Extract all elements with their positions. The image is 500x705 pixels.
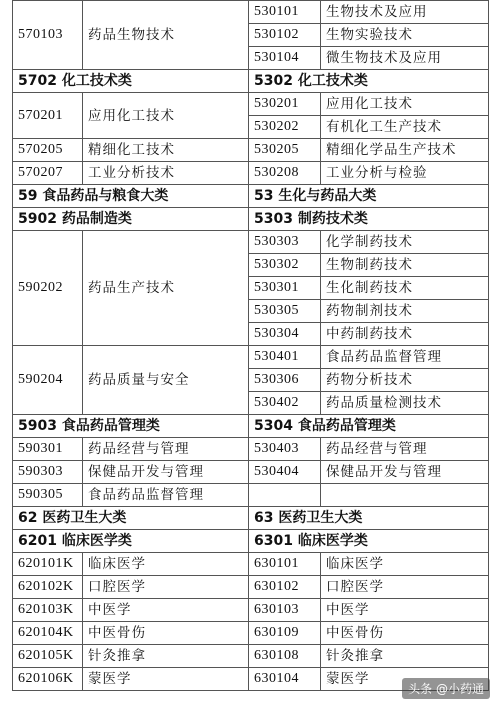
new-major-name: 药品生物技术	[83, 1, 249, 70]
old-major-code: 530208	[249, 162, 321, 185]
old-major-code: 530404	[249, 461, 321, 484]
old-major-code: 530202	[249, 116, 321, 139]
table-row	[13, 139, 489, 162]
old-major-code: 530102	[249, 24, 321, 47]
old-category-header: 53 生化与药品大类	[249, 185, 489, 208]
new-major-code: 570103	[13, 1, 83, 70]
old-major-code	[249, 484, 321, 507]
table-row	[13, 93, 489, 116]
major-comparison-table	[12, 0, 489, 691]
category-header-row	[13, 208, 489, 231]
old-major-code: 530305	[249, 300, 321, 323]
new-major-code: 590305	[13, 484, 83, 507]
old-major-code: 530306	[249, 369, 321, 392]
old-major-name	[321, 484, 489, 507]
old-category-header: 6301 临床医学类	[249, 530, 489, 553]
old-major-name: 中药制药技术	[321, 323, 489, 346]
table-row	[13, 622, 489, 645]
table-row	[13, 576, 489, 599]
table-row	[13, 231, 489, 254]
old-major-code: 530402	[249, 392, 321, 415]
old-major-name: 化学制药技术	[321, 231, 489, 254]
old-major-code: 630103	[249, 599, 321, 622]
new-major-name: 食品药品监督管理	[83, 484, 249, 507]
new-major-code: 570207	[13, 162, 83, 185]
table-row	[13, 645, 489, 668]
old-major-name: 针灸推拿	[321, 645, 489, 668]
category-header-row	[13, 70, 489, 93]
new-major-code: 620101K	[13, 553, 83, 576]
new-major-name: 工业分析技术	[83, 162, 249, 185]
old-category-header: 5302 化工技术类	[249, 70, 489, 93]
old-major-name: 生物制药技术	[321, 254, 489, 277]
new-major-name: 中医骨伤	[83, 622, 249, 645]
new-major-name: 应用化工技术	[83, 93, 249, 139]
new-major-name: 药品质量与安全	[83, 346, 249, 415]
table-row	[13, 599, 489, 622]
old-major-code: 530205	[249, 139, 321, 162]
new-major-code: 570205	[13, 139, 83, 162]
old-major-name: 蒙医学	[321, 668, 489, 691]
old-major-code: 630101	[249, 553, 321, 576]
new-major-code: 620102K	[13, 576, 83, 599]
old-major-name: 中医骨伤	[321, 622, 489, 645]
old-major-name: 生物实验技术	[321, 24, 489, 47]
old-major-name: 生化制药技术	[321, 277, 489, 300]
new-major-code: 620104K	[13, 622, 83, 645]
new-major-code: 590202	[13, 231, 83, 346]
old-major-name: 药品经营与管理	[321, 438, 489, 461]
table-row	[13, 484, 489, 507]
new-major-name: 蒙医学	[83, 668, 249, 691]
table-row	[13, 162, 489, 185]
old-major-code: 530304	[249, 323, 321, 346]
table-row	[13, 346, 489, 369]
old-major-name: 药品质量检测技术	[321, 392, 489, 415]
old-major-name: 生物技术及应用	[321, 1, 489, 24]
category-header-row	[13, 415, 489, 438]
category-header-row	[13, 507, 489, 530]
new-major-code: 620103K	[13, 599, 83, 622]
old-major-name: 微生物技术及应用	[321, 47, 489, 70]
category-header-row	[13, 185, 489, 208]
new-major-code: 570201	[13, 93, 83, 139]
old-major-code: 530104	[249, 47, 321, 70]
new-major-code: 620105K	[13, 645, 83, 668]
new-major-name: 临床医学	[83, 553, 249, 576]
new-category-header: 59 食品药品与粮食大类	[13, 185, 249, 208]
new-category-header: 5903 食品药品管理类	[13, 415, 249, 438]
old-major-name: 口腔医学	[321, 576, 489, 599]
new-category-header: 5702 化工技术类	[13, 70, 249, 93]
old-major-code: 530303	[249, 231, 321, 254]
table-row	[13, 1, 489, 24]
old-category-header: 5303 制药技术类	[249, 208, 489, 231]
old-category-header: 5304 食品药品管理类	[249, 415, 489, 438]
new-major-name: 药品生产技术	[83, 231, 249, 346]
old-major-name: 应用化工技术	[321, 93, 489, 116]
old-major-code: 530201	[249, 93, 321, 116]
old-major-name: 中医学	[321, 599, 489, 622]
old-major-code: 530101	[249, 1, 321, 24]
old-major-name: 精细化学品生产技术	[321, 139, 489, 162]
old-major-name: 食品药品监督管理	[321, 346, 489, 369]
old-major-code: 530403	[249, 438, 321, 461]
table-row	[13, 438, 489, 461]
new-major-code: 590301	[13, 438, 83, 461]
old-major-name: 药物分析技术	[321, 369, 489, 392]
new-category-header: 5902 药品制造类	[13, 208, 249, 231]
old-major-code: 530401	[249, 346, 321, 369]
old-major-code: 630109	[249, 622, 321, 645]
old-major-code: 630104	[249, 668, 321, 691]
old-major-code: 630108	[249, 645, 321, 668]
category-header-row	[13, 530, 489, 553]
old-major-code: 530302	[249, 254, 321, 277]
new-major-name: 针灸推拿	[83, 645, 249, 668]
watermark: 头条 @小药通	[402, 678, 490, 699]
old-category-header: 63 医药卫生大类	[249, 507, 489, 530]
new-major-code: 590204	[13, 346, 83, 415]
new-major-name: 保健品开发与管理	[83, 461, 249, 484]
old-major-name: 工业分析与检验	[321, 162, 489, 185]
new-major-code: 620106K	[13, 668, 83, 691]
new-category-header: 6201 临床医学类	[13, 530, 249, 553]
old-major-code: 530301	[249, 277, 321, 300]
table-row	[13, 553, 489, 576]
new-major-name: 口腔医学	[83, 576, 249, 599]
old-major-name: 保健品开发与管理	[321, 461, 489, 484]
old-major-code: 630102	[249, 576, 321, 599]
old-major-name: 药物制剂技术	[321, 300, 489, 323]
new-category-header: 62 医药卫生大类	[13, 507, 249, 530]
old-major-name: 临床医学	[321, 553, 489, 576]
new-major-name: 中医学	[83, 599, 249, 622]
new-major-code: 590303	[13, 461, 83, 484]
new-major-name: 药品经营与管理	[83, 438, 249, 461]
new-major-name: 精细化工技术	[83, 139, 249, 162]
table-row	[13, 461, 489, 484]
old-major-name: 有机化工生产技术	[321, 116, 489, 139]
